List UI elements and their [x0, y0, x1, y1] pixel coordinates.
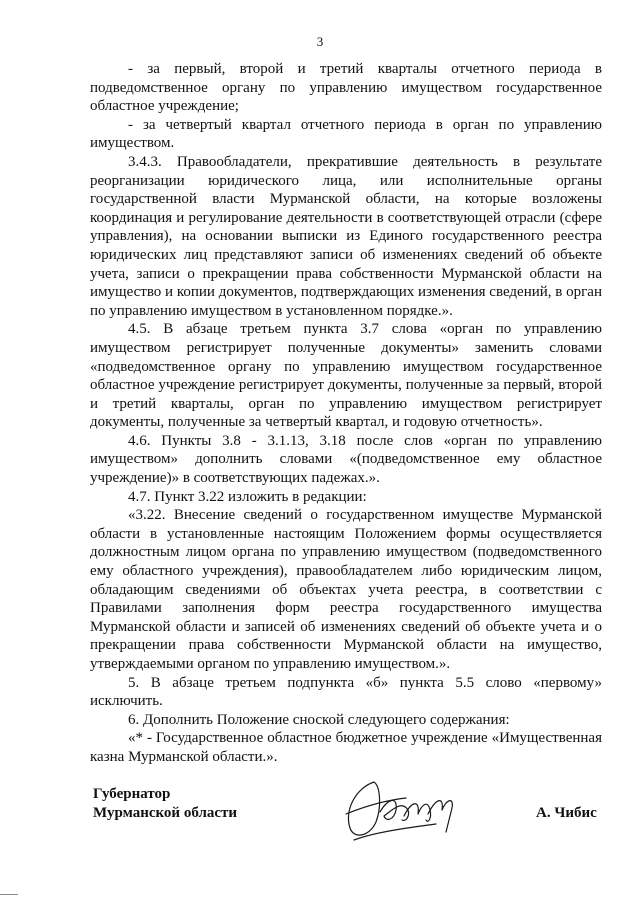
page-number: 3 — [316, 34, 324, 49]
paragraph: 6. Дополнить Положение сноской следующего содержания: — [128, 711, 510, 728]
paragraph: - за первый, второй и третий кварталы отчетного периода в подведомственное органу по управлению имуществом государственное областное учреждение; — [90, 61, 602, 115]
paragraph: 4.6. Пункты 3.8 - 3.1.13, 3.18 после слов «орган по управлению имуществом» дополнить словами «(подведомственное ему областное учреждение)» в соответствующих падежах.». — [90, 432, 602, 487]
paragraph: 4.5. В абзаце третьем пункта 3.7 слова «орган по управлению имуществом регистрирует полученные документы» заменить словами «подведомственное органу по управлению имуществом государственное областное учреждение регистрирует документы, полученные за первый, второй и третий кварталы, орган по управлению имуществом регистрирует документы, полученные за четвертый квартал, и годовую отчетность». — [90, 321, 602, 431]
signatory-name: А. Чибис — [536, 805, 597, 821]
paragraph: 3.4.3. Правообладатели, прекратившие деятельность в результате реорганизации юридического лица, или исполнительные органы государственной власти Мурманской области, на которые возложены координация и регулирование деятельности в соответствующей отрасли (сфере управления), на основании выписки из Единого государственного реестра юридических лиц представляют записи об изменениях сведений об объекте учета, записи о прекращении права собственности Мурманской области на имущество и копии документов, подтверждающих изменения сведений, в орган по управлению имуществом в установленном порядке.». — [90, 153, 602, 319]
paragraph: «* - Государственное областное бюджетное учреждение «Имущественная казна Мурманской области.». — [90, 730, 602, 765]
paragraph: «3.22. Внесение сведений о государственном имуществе Мурманской области в установленные настоящим Положением формы осуществляется должностным лицом органа по управлению имуществом (подведомственного ему областного учреждения), правообладателем либо юридическим лицом, обладающим сведениями об объектах учета реестра, в соответствии с Правилами заполнения форм реестра государственного имущества Мурманской области и записей об изменениях сведений об объекте учета и о прекращении права собственности Мурманской области на имущество, утверждаемыми органом по управлению имуществом.». — [90, 507, 602, 672]
paragraph: 5. В абзаце третьем подпункта «б» пункта 5.5 слово «первому» исключить. — [90, 674, 602, 710]
paragraph: - за четвертый квартал отчетного периода в орган по управлению имуществом. — [90, 116, 602, 152]
signatory-title-line-2: Мурманской области — [93, 805, 238, 821]
handwritten-signature — [336, 770, 476, 850]
paragraph: 4.7. Пункт 3.22 изложить в редакции: — [128, 488, 367, 505]
document-body — [90, 60, 602, 767]
signature-block — [0, 786, 640, 886]
signatory-title-line-1: Губернатор — [93, 786, 171, 802]
corner-mark — [0, 894, 18, 895]
